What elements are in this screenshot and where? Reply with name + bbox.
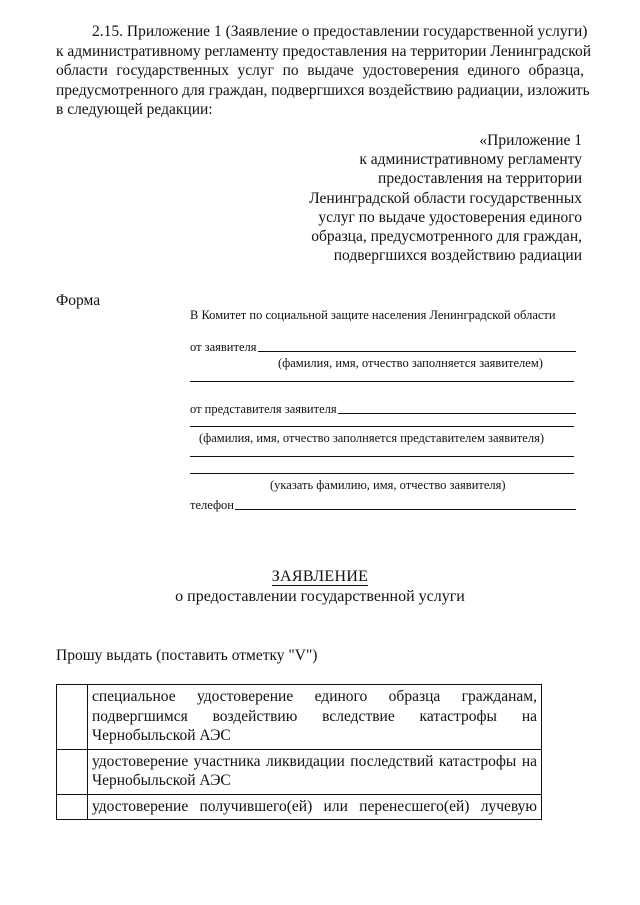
represented-applicant-field-line-2[interactable] (190, 473, 574, 474)
option-line: удостоверение участника ликвидации последствий катастрофы на (92, 752, 537, 770)
representative-label: от представителя заявителя (190, 402, 337, 416)
option-text (88, 749, 542, 794)
addressee: В Комитет по социальной защите населения Ленинградской области (190, 308, 556, 322)
request-text: Прошу выдать (поставить отметку "V") (56, 647, 318, 664)
annex-line: к административному регламенту (359, 151, 582, 169)
phone-field[interactable] (235, 509, 576, 510)
annex-line: предоставления на территории (378, 170, 582, 188)
table-row (57, 685, 542, 750)
document-title (0, 568, 640, 586)
table-row (57, 794, 542, 820)
intro-line: к административному регламенту предоставления на территории Ленинградской (56, 42, 592, 60)
phone-label: телефон (190, 498, 234, 512)
option-line: Чернобыльской АЭС (92, 772, 231, 789)
intro-line: в следующей редакции: (56, 101, 213, 119)
annex-line: Ленинградской области государственных (309, 189, 582, 207)
applicant-row (190, 340, 576, 355)
intro-line: предусмотренного для граждан, подвергшихся воздействию радиации, изложить (56, 81, 590, 99)
options-table (56, 684, 542, 820)
applicant-field-line[interactable] (190, 381, 574, 382)
annex-header (309, 131, 582, 265)
annex-line: подвергшихся воздействию радиации (333, 247, 582, 265)
applicant-field[interactable] (258, 351, 577, 352)
option-text (88, 685, 542, 750)
representative-caption: (фамилия, имя, отчество заполняется представителем заявителя) (199, 431, 544, 445)
annex-line: услуг по выдаче удостоверения единого (318, 208, 582, 226)
intro-line: области государственных услуг по выдаче удостоверения единого образца, (56, 62, 584, 80)
option-text (88, 794, 542, 820)
phone-row (190, 498, 576, 513)
option-line: подвергшимся воздействию вследствие катастрофы на (92, 707, 537, 725)
form-label: Форма (56, 292, 101, 309)
intro-paragraph (56, 22, 592, 120)
annex-line: «Приложение 1 (479, 132, 582, 149)
representative-field[interactable] (338, 413, 576, 414)
document-title-text: ЗАЯВЛЕНИЕ (271, 568, 369, 585)
represented-applicant-caption: (указать фамилию, имя, отчество заявителя) (270, 478, 506, 492)
representative-row (190, 402, 576, 417)
option-line: Чернобыльской АЭС (92, 727, 231, 744)
option-checkbox-cell[interactable] (57, 749, 88, 794)
represented-applicant-field-line-1[interactable] (190, 456, 574, 457)
option-checkbox-cell[interactable] (57, 685, 88, 750)
option-checkbox-cell[interactable] (57, 794, 88, 820)
applicant-label: от заявителя (190, 340, 257, 354)
table-row (57, 749, 542, 794)
representative-field-line[interactable] (190, 426, 574, 427)
document-subtitle: о предоставлении государственной услуги (175, 588, 465, 605)
intro-line: 2.15. Приложение 1 (Заявление о предоставлении государственной услуги) (92, 23, 588, 40)
option-line: удостоверение получившего(ей) или перенесшего(ей) лучевую (92, 797, 537, 815)
annex-line: образца, предусмотренного для граждан, (311, 228, 582, 246)
applicant-caption: (фамилия, имя, отчество заполняется заявителем) (278, 356, 543, 370)
option-line: специальное удостоверение единого образца гражданам, (92, 688, 537, 705)
